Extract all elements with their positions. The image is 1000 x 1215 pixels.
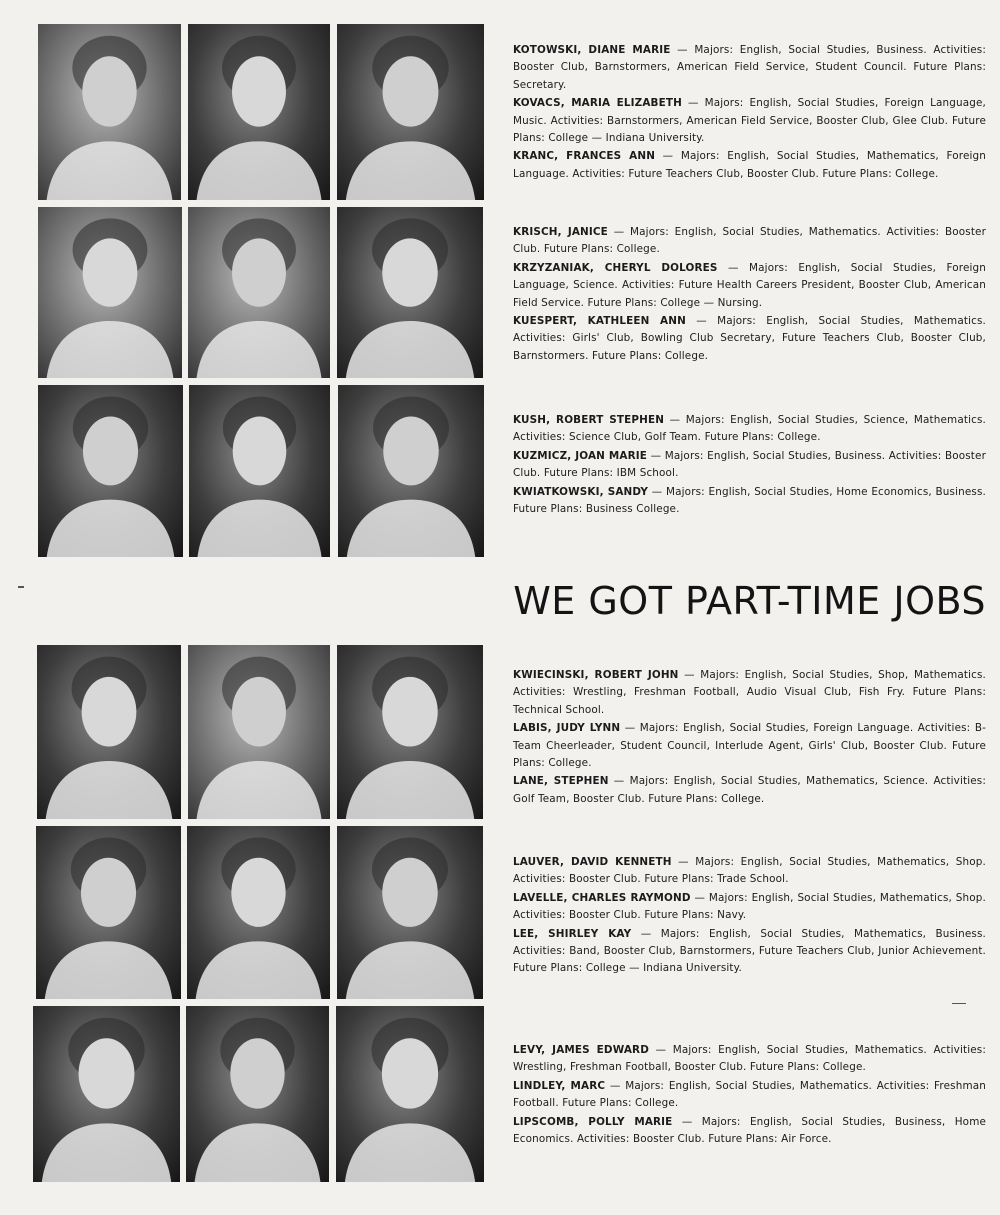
student-details: Majors: English, Social Studies, Mathematics, Business. Activities: Band, Booster Club, Barnstormers, Future Teachers Club, Junior Achievement. Future Plans: College — Indiana University. bbox=[513, 927, 987, 975]
biography-block bbox=[513, 412, 986, 519]
portrait-silhouette-icon bbox=[337, 24, 484, 200]
biography-entry: KOVACS, MARIA ELIZABETH — Majors: English, Social Studies, Foreign Language, Music. Activities: Barnstormers, American Field Service, Booster Club, Glee Club. Future Plans: College — Indiana University. bbox=[513, 97, 986, 145]
portrait-photo bbox=[38, 207, 182, 378]
student-name: KRANC, FRANCES ANN bbox=[513, 150, 656, 163]
portrait-photo bbox=[38, 385, 183, 557]
portrait-photo bbox=[337, 826, 483, 999]
print-speck bbox=[18, 586, 24, 588]
student-details: Majors: English, Social Studies, Home Economics, Business. Future Plans: Business College. bbox=[513, 485, 986, 516]
student-details: Majors: English, Social Studies, Mathematics. Activities: Freshman Football. Future Plans: College. bbox=[513, 1079, 986, 1110]
biography-block bbox=[513, 854, 986, 979]
student-details: Majors: English, Social Studies, Foreign Language, Science. Activities: Future Health Careers President, Booster Club, American Field Service. Future Plans: College — Nursing. bbox=[513, 261, 987, 309]
student-name: KOTOWSKI, DIANE MARIE bbox=[513, 44, 671, 56]
portrait-photo bbox=[188, 24, 330, 200]
biography-block bbox=[513, 224, 986, 366]
biography-entry: LIPSCOMB, POLLY MARIE — Majors: English, Social Studies, Business, Home Economics. Activities: Booster Club. Future Plans: Air Force. bbox=[513, 1115, 987, 1146]
portrait-silhouette-icon bbox=[337, 645, 483, 819]
portrait-silhouette-icon bbox=[189, 385, 330, 557]
student-details: Majors: English, Social Studies, Mathematics. Activities: Wrestling, Freshman Football, Booster Club. Future Plans: College. bbox=[513, 1044, 986, 1074]
student-name: LEVY, JAMES EDWARD bbox=[513, 1044, 649, 1056]
portrait-silhouette-icon bbox=[187, 826, 330, 999]
portrait-photo bbox=[189, 385, 330, 557]
student-details: Majors: English, Social Studies, Mathematics. Activities: Girls' Club, Bowling Club Secretary, Future Teachers Club, Booster Club, Barnstormers. Future Plans: College. bbox=[513, 315, 986, 362]
student-details: Majors: English, Social Studies, Shop, Mathematics. Activities: Wrestling, Freshman Football, Audio Visual Club, Fish Fry. Future Plans: Technical School. bbox=[513, 669, 987, 716]
portrait-silhouette-icon bbox=[336, 1006, 484, 1182]
student-name: LAVELLE, CHARLES RAYMOND bbox=[513, 891, 691, 904]
biography-entry: LEVY, JAMES EDWARD — Majors: English, Social Studies, Mathematics. Activities: Wrestling, Freshman Football, Booster Club. Future Plans: College. bbox=[513, 1044, 986, 1074]
biography-entry: LINDLEY, MARC — Majors: English, Social Studies, Mathematics. Activities: Freshman Football. Future Plans: College. bbox=[513, 1079, 986, 1110]
portrait-photo bbox=[336, 1006, 484, 1182]
portrait-silhouette-icon bbox=[33, 1006, 180, 1182]
portrait-silhouette-icon bbox=[36, 826, 181, 999]
biography-entry: LANE, STEPHEN — Majors: English, Social Studies, Mathematics, Science. Activities: Golf Team, Booster Club. Future Plans: College. bbox=[513, 775, 987, 805]
biography-entry: KUESPERT, KATHLEEN ANN — Majors: English, Social Studies, Mathematics. Activities: Girls' Club, Bowling Club Secretary, Future Teachers Club, Booster Club, Barnstormers. Future Plans: College. bbox=[513, 315, 986, 362]
portrait-photo bbox=[36, 826, 181, 999]
biography-entry: KWIATKOWSKI, SANDY — Majors: English, Social Studies, Home Economics, Business. Future Plans: Business College. bbox=[513, 485, 986, 516]
student-name: LABIS, JUDY LYNN bbox=[513, 722, 621, 735]
portrait-photo bbox=[186, 1006, 329, 1182]
portrait-silhouette-icon bbox=[188, 207, 330, 378]
biography-entry: KRZYZANIAK, CHERYL DOLORES — Majors: English, Social Studies, Foreign Language, Science. Activities: Future Health Careers President, Booster Club, American Field Service. Future Plans: College — Nursing. bbox=[513, 261, 987, 309]
biography-entry: LEE, SHIRLEY KAY — Majors: English, Social Studies, Mathematics, Business. Activities: Band, Booster Club, Barnstormers, Future Teachers Club, Junior Achievement. Future Plans: College — Indiana University. bbox=[513, 927, 987, 975]
biography-entry: KWIECINSKI, ROBERT JOHN — Majors: English, Social Studies, Shop, Mathematics. Activities: Wrestling, Freshman Football, Audio Visual Club, Fish Fry. Future Plans: Technical School. bbox=[513, 669, 987, 716]
section-headline: WE GOT PART-TIME JOBS bbox=[513, 579, 986, 623]
portrait-photo bbox=[188, 207, 330, 378]
portrait-silhouette-icon bbox=[38, 207, 182, 378]
portrait-photo bbox=[188, 645, 330, 819]
student-details: Majors: English, Social Studies, Foreign Language, Music. Activities: Barnstormers, American Field Service, Booster Club, Glee Club. Future Plans: College — Indiana University. bbox=[513, 97, 986, 145]
portrait-photo bbox=[38, 24, 181, 200]
student-details: Majors: English, Social Studies, Business. Activities: Booster Club. Future Plans: IBM School. bbox=[513, 449, 986, 480]
student-details: Majors: English, Social Studies, Foreign Language. Activities: B-Team Cheerleader, Student Council, Interlude Agent, Girls' Club, Booster Club. Future Plans: College. bbox=[513, 722, 987, 770]
portrait-silhouette-icon bbox=[188, 24, 330, 200]
portrait-silhouette-icon bbox=[38, 24, 181, 200]
portrait-silhouette-icon bbox=[338, 385, 484, 557]
student-details: Majors: English, Social Studies, Mathematics, Shop. Activities: Booster Club. Future Plans: Navy. bbox=[513, 891, 986, 922]
print-speck bbox=[952, 1003, 966, 1004]
student-name: LIPSCOMB, POLLY MARIE bbox=[513, 1115, 673, 1128]
student-name: KRISCH, JANICE bbox=[513, 226, 608, 238]
student-details: Majors: English, Social Studies, Science, Mathematics. Activities: Science Club, Golf Team. Future Plans: College. bbox=[513, 414, 986, 444]
biography-entry: KUSH, ROBERT STEPHEN — Majors: English, Social Studies, Science, Mathematics. Activities: Science Club, Golf Team. Future Plans: College. bbox=[513, 414, 986, 444]
student-details: Majors: English, Social Studies, Mathematics, Shop. Activities: Booster Club. Future Plans: Trade School. bbox=[513, 856, 986, 886]
portrait-silhouette-icon bbox=[188, 645, 330, 819]
portrait-silhouette-icon bbox=[37, 645, 181, 819]
biography-entry: LABIS, JUDY LYNN — Majors: English, Social Studies, Foreign Language. Activities: B-Team Cheerleader, Student Council, Interlude Agent, Girls' Club, Booster Club. Future Plans: College. bbox=[513, 722, 987, 770]
student-name: LAUVER, DAVID KENNETH bbox=[513, 856, 672, 868]
portrait-silhouette-icon bbox=[38, 385, 183, 557]
student-name: LINDLEY, MARC bbox=[513, 1079, 606, 1092]
portrait-photo bbox=[337, 207, 483, 378]
student-name: KRZYZANIAK, CHERYL DOLORES bbox=[513, 261, 718, 274]
portrait-photo bbox=[337, 24, 484, 200]
student-name: KUESPERT, KATHLEEN ANN bbox=[513, 315, 686, 328]
portrait-photo bbox=[338, 385, 484, 557]
student-name: KUZMICZ, JOAN MARIE bbox=[513, 449, 648, 462]
biography-entry: LAVELLE, CHARLES RAYMOND — Majors: English, Social Studies, Mathematics, Shop. Activities: Booster Club. Future Plans: Navy. bbox=[513, 891, 986, 922]
biography-entry: KRISCH, JANICE — Majors: English, Social Studies, Mathematics. Activities: Booster Club. Future Plans: College. bbox=[513, 226, 987, 256]
student-details: Majors: English, Social Studies, Mathematics. Activities: Booster Club. Future Plans: College. bbox=[513, 226, 987, 256]
portrait-photo bbox=[37, 645, 181, 819]
student-name: LANE, STEPHEN bbox=[513, 775, 609, 788]
student-details: Majors: English, Social Studies, Mathematics, Science. Activities: Golf Team, Booster Club. Future Plans: College. bbox=[513, 775, 987, 805]
biography-entry: KRANC, FRANCES ANN — Majors: English, Social Studies, Mathematics, Foreign Language. Activities: Future Teachers Club, Booster Club. Future Plans: College. bbox=[513, 150, 986, 180]
student-details: Majors: English, Social Studies, Business, Home Economics. Activities: Booster Club. Future Plans: Air Force. bbox=[513, 1115, 987, 1146]
student-details: Majors: English, Social Studies, Mathematics, Foreign Language. Activities: Future Teachers Club, Booster Club. Future Plans: College. bbox=[513, 150, 986, 180]
portrait-silhouette-icon bbox=[337, 826, 483, 999]
student-name: KOVACS, MARIA ELIZABETH bbox=[513, 97, 682, 110]
biography-block bbox=[513, 667, 986, 809]
biography-entry: LAUVER, DAVID KENNETH — Majors: English, Social Studies, Mathematics, Shop. Activities: Booster Club. Future Plans: Trade School. bbox=[513, 856, 986, 886]
biography-entry: KUZMICZ, JOAN MARIE — Majors: English, Social Studies, Business. Activities: Booster Club. Future Plans: IBM School. bbox=[513, 449, 986, 480]
portrait-silhouette-icon bbox=[186, 1006, 329, 1182]
student-name: KWIECINSKI, ROBERT JOHN bbox=[513, 669, 679, 681]
biography-entry: KOTOWSKI, DIANE MARIE — Majors: English, Social Studies, Business. Activities: Booster Club, Barnstormers, American Field Service, Student Council. Future Plans: Secretary. bbox=[513, 44, 986, 91]
portrait-photo bbox=[337, 645, 483, 819]
student-name: LEE, SHIRLEY KAY bbox=[513, 927, 632, 940]
student-details: Majors: English, Social Studies, Business. Activities: Booster Club, Barnstormers, American Field Service, Student Council. Future Plans: Secretary. bbox=[513, 44, 986, 91]
biography-block bbox=[513, 42, 986, 184]
portrait-photo bbox=[187, 826, 330, 999]
student-name: KUSH, ROBERT STEPHEN bbox=[513, 414, 665, 426]
portrait-silhouette-icon bbox=[337, 207, 483, 378]
student-name: KWIATKOWSKI, SANDY bbox=[513, 485, 649, 498]
portrait-photo bbox=[33, 1006, 180, 1182]
biography-block bbox=[513, 1042, 986, 1149]
